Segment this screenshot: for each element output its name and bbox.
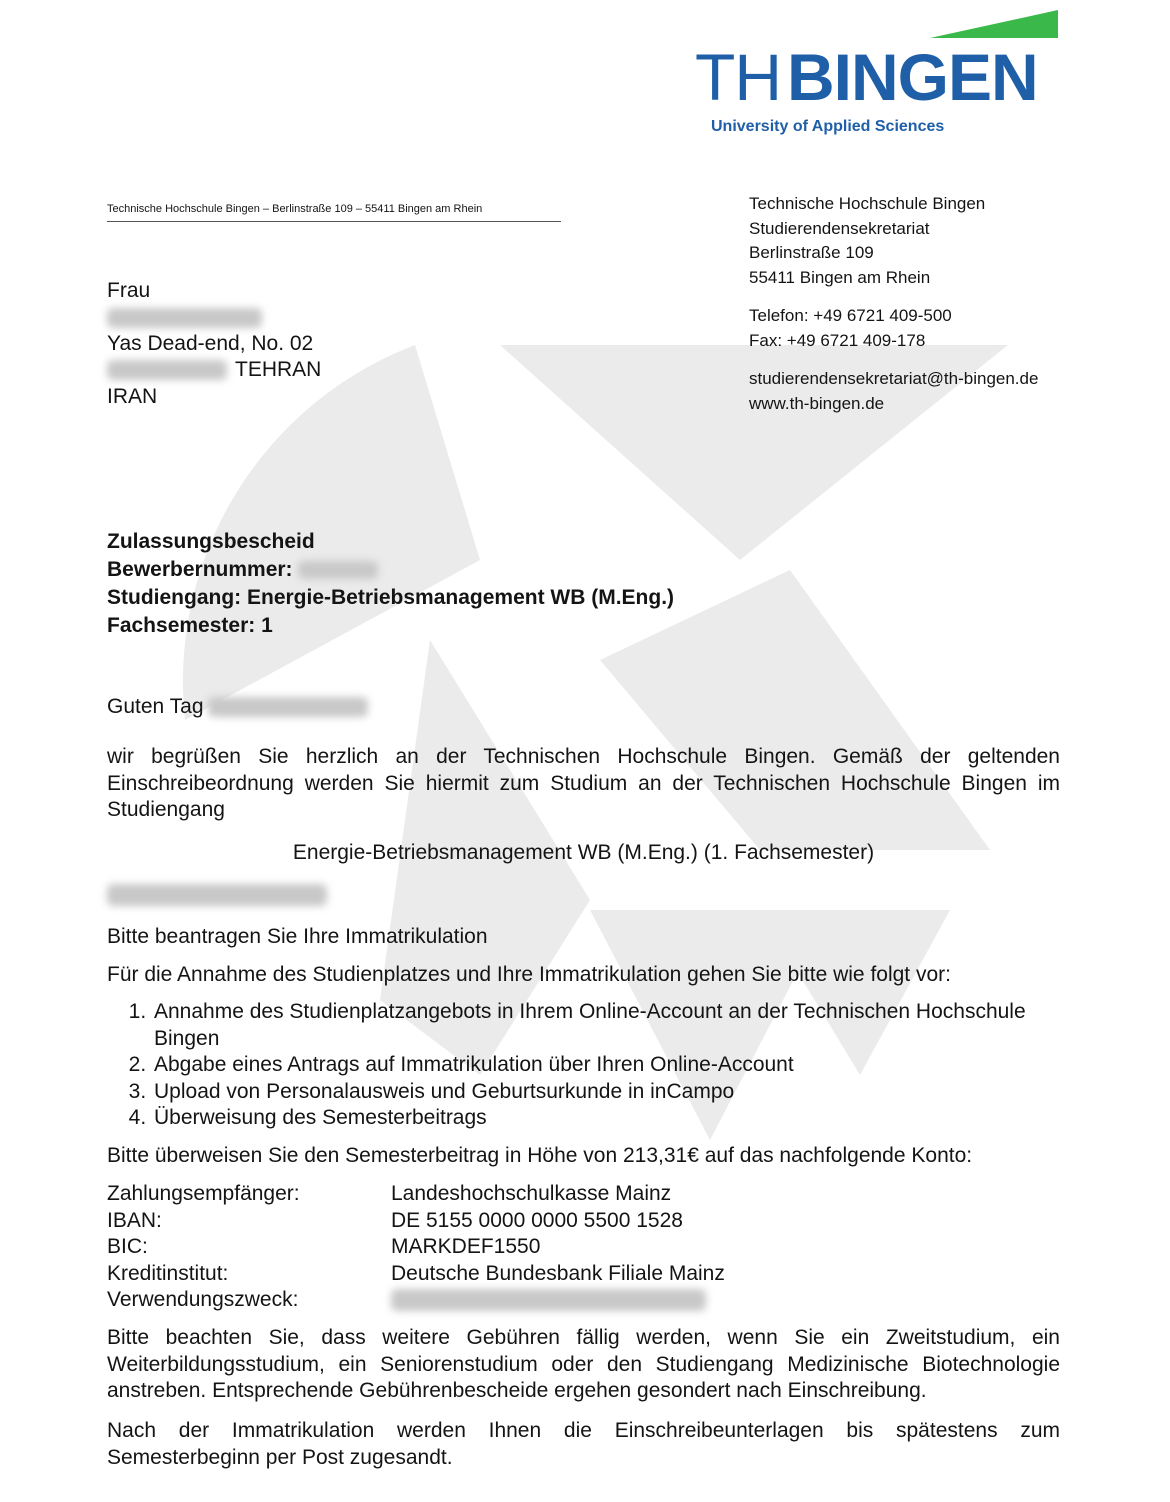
contact-dept: Studierendensekretariat: [749, 218, 930, 238]
heading-semester: Fachsemester: 1: [107, 614, 273, 637]
transfer-text: Bitte überweisen Sie den Semesterbeitrag in Höhe von 213,31€ auf das nachfolgende Konto:: [107, 1144, 973, 1167]
logo-subtitle: University of Applied Sciences: [711, 118, 945, 135]
list-item: 4. Überweisung des Semesterbeitrags: [152, 1105, 1067, 1132]
recipient-country: IRAN: [107, 384, 158, 408]
payment-row: [107, 1261, 725, 1288]
contact-fax: Fax: +49 6721 409-178: [749, 330, 926, 350]
th-bingen-logo: [690, 8, 1070, 138]
payment-iban-value: DE 5155 0000 0000 5500 1528: [391, 1208, 683, 1232]
list-item: 2. Abgabe eines Antrags auf Immatrikulation über Ihren Online-Account: [152, 1052, 1067, 1079]
list-item: 1. Annahme des Studienplatzangebots in Ihrem Online-Account an der Technischen Hochschule Bingen: [152, 999, 1067, 1052]
heading-program: Studiengang: Energie-Betriebsmanagement WB (M.Eng.): [107, 586, 675, 609]
payment-recipient-value: Landeshochschulkasse Mainz: [391, 1182, 672, 1205]
apply-intro: Für die Annahme des Studienplatzes und Ihre Immatrikulation gehen Sie bitte wie folgt vor:: [107, 963, 951, 986]
sender-line: Technische Hochschule Bingen – Berlinstraße 109 – 55411 Bingen am Rhein: [107, 203, 561, 222]
payment-bic-label: BIC:: [107, 1235, 148, 1258]
applicant-number-label: Bewerbernummer:: [107, 558, 293, 581]
redacted-name: [107, 308, 262, 328]
fees-note: Bitte beachten Sie, dass weitere Gebühren fällig werden, wenn Sie ein Zweitstudium, ein Weiterbildungsstudium, ein Seniorenstudium oder den Studiengang Medizinische Biotechnologie anstreben. Entsprechende Gebührenbescheide ergehen gesondert nach Einschreibung.: [107, 1326, 1060, 1402]
payment-bic-value: MARKDEF1550: [391, 1235, 541, 1258]
logo-accent-icon: [930, 8, 1062, 40]
payment-row: [107, 1287, 725, 1314]
documents-note: Nach der Immatrikulation werden Ihnen die Einschreibeunterlagen bis spätestens zum Semesterbeginn per Post zugesandt.: [107, 1419, 1060, 1469]
contact-street: Berlinstraße 109: [749, 243, 874, 262]
recipient-address: [107, 278, 321, 410]
greeting: Guten Tag: [107, 695, 204, 718]
logo-th: TH: [695, 40, 781, 114]
redacted-purpose: [391, 1289, 706, 1311]
payment-row: [107, 1208, 725, 1235]
recipient-city: TEHRAN: [235, 358, 322, 381]
contact-email[interactable]: studierendensekretariat@th-bingen.de: [749, 369, 1039, 388]
logo-title: [695, 40, 1038, 114]
contact-org: Technische Hochschule Bingen: [749, 194, 986, 213]
redacted-text: [107, 884, 327, 906]
contact-phone: Telefon: +49 6721 409-500: [749, 306, 952, 325]
contact-city: 55411 Bingen am Rhein: [749, 267, 931, 287]
redacted-postcode: [107, 360, 227, 380]
redacted-applicant-number: [298, 561, 378, 579]
payment-row: [107, 1234, 725, 1261]
payment-recipient-label: Zahlungsempfänger:: [107, 1182, 300, 1205]
payment-row: [107, 1181, 725, 1208]
intro-paragraph: wir begrüßen Sie herzlich an der Technischen Hochschule Bingen. Gemäß der geltenden Einschreibeordnung werden Sie hiermit zum Studium an der Technischen Hochschule Bingen im Studiengang: [107, 745, 1060, 821]
payment-details: [107, 1181, 725, 1314]
payment-purpose-label: Verwendungszweck:: [107, 1288, 299, 1311]
greeting-line: [107, 694, 368, 721]
redacted-greeting-name: [208, 697, 368, 717]
program-center: Energie-Betriebsmanagement WB (M.Eng.) (1. Fachsemester): [292, 841, 875, 864]
recipient-salutation: Frau: [107, 279, 151, 302]
redacted-line: [107, 884, 327, 906]
letter-heading: [107, 528, 674, 640]
payment-bank-label: Kreditinstitut:: [107, 1261, 229, 1285]
recipient-street: Yas Dead-end, No. 02: [107, 331, 314, 355]
steps-list-container: [107, 999, 1067, 1132]
heading-title: Zulassungsbescheid: [107, 530, 315, 553]
payment-iban-label: IBAN:: [107, 1208, 162, 1232]
steps-list: [107, 999, 1067, 1132]
payment-bank-value: Deutsche Bundesbank Filiale Mainz: [391, 1261, 725, 1285]
contact-web[interactable]: www.th-bingen.de: [749, 393, 885, 413]
apply-heading: Bitte beantragen Sie Ihre Immatrikulation: [107, 925, 488, 948]
logo-bingen: BINGEN: [786, 40, 1038, 114]
list-item: 3. Upload von Personalausweis und Geburtsurkunde in inCampo: [152, 1079, 1067, 1106]
contact-block: [749, 192, 1038, 416]
